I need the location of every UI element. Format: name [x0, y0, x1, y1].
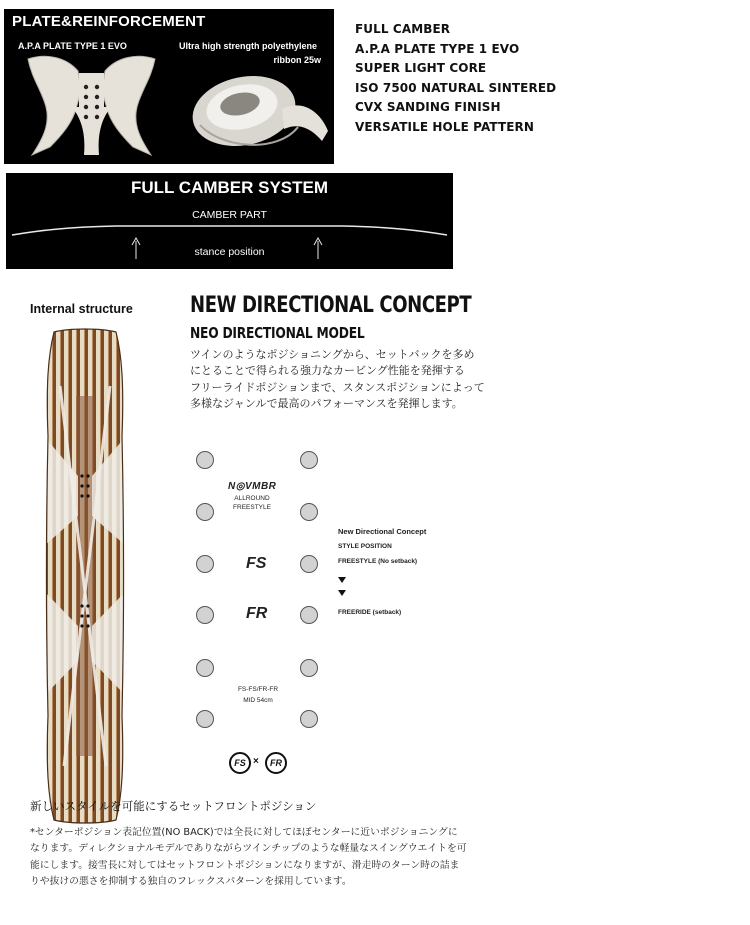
insert-hole	[300, 555, 318, 573]
side-freestyle: FREESTYLE (No setback)	[338, 558, 418, 565]
plate-panel-title: PLATE&REINFORCEMENT	[12, 13, 206, 30]
insert-hole	[196, 659, 214, 677]
concept-description	[190, 347, 490, 412]
ribbon-label-line2: ribbon 25w	[273, 55, 321, 65]
set-front-description	[30, 825, 467, 890]
fr-position-label: FR	[246, 605, 268, 622]
concept-subtitle: NEO DIRECTIONAL MODEL	[190, 324, 365, 342]
fs-fr-line: FS-FS/FR-FR	[237, 686, 279, 693]
insert-hole	[300, 659, 318, 677]
side-concept-title: New Directional Concept	[338, 527, 427, 536]
side-freeride: FREERIDE (setback)	[338, 609, 402, 616]
arrow-down-icon	[338, 590, 346, 596]
insert-hole	[300, 503, 318, 521]
badge-times: ×	[253, 756, 259, 767]
ribbon-label-line1: Ultra high strength polyethylene	[179, 41, 318, 51]
mid-line: MID 54cm	[243, 697, 273, 704]
concept-line: ツインのようなポジショニングから、セットバックを多め	[190, 348, 475, 361]
insert-hole	[196, 555, 214, 573]
side-style-position: STYLE POSITION	[338, 543, 392, 550]
full-camber-banner	[6, 173, 453, 269]
board-internal-structure-image	[40, 326, 130, 826]
insert-hole	[196, 451, 214, 469]
concept-line: にとることで得られる強力なカービング性能を発揮する	[190, 364, 465, 378]
brand-logo: N◎VMBR	[228, 481, 277, 492]
description-line: *センターポジション表記位置(NO BACK)では全長に対してほぼセンターに近いポジショニングに	[30, 827, 458, 838]
concept-line: 多様なジャンルで最高のパフォーマンスを発揮します。	[190, 396, 463, 410]
insert-hole	[196, 503, 214, 521]
spec-list	[355, 20, 556, 137]
arrow-down-icon	[338, 577, 346, 583]
polyethylene-ribbon-image	[182, 49, 332, 159]
spec-item: VERSATILE HOLE PATTERN	[355, 119, 535, 134]
apa-plate-image	[24, 51, 159, 161]
spec-item: A.P.A PLATE TYPE 1 EVO	[355, 41, 520, 56]
description-line: りや抜けの悪さを抑制する独自のフレックスパターンを採用しています。	[30, 875, 352, 887]
concept-title: NEW DIRECTIONAL CONCEPT	[190, 293, 472, 318]
fs-badge: FS	[229, 752, 251, 774]
fs-position-label: FS	[246, 555, 267, 572]
stance-position-label: stance position	[194, 246, 265, 258]
insert-hole	[300, 710, 318, 728]
insert-hole	[196, 710, 214, 728]
allround-label	[227, 494, 277, 512]
fr-badge: FR	[265, 752, 287, 774]
spec-item: CVX SANDING FINISH	[355, 100, 501, 114]
set-front-heading: 新しいスタイルを可能にするセットフロントポジション	[30, 799, 317, 813]
insert-hole	[196, 606, 214, 624]
spec-item: FULL CAMBER	[355, 22, 451, 36]
insert-hole	[300, 606, 318, 624]
plate-label: A.P.A PLATE TYPE 1 EVO	[18, 41, 127, 51]
description-line: なります。ディレクショナルモデルでありながらツインチップのような軽量なスイングウエイトを可	[30, 843, 467, 855]
concept-line: フリーライドポジションまで、スタンスポジションによって	[190, 380, 485, 394]
spec-item: SUPER LIGHT CORE	[355, 61, 487, 75]
fs-fr-label	[228, 684, 288, 706]
camber-part-label: CAMBER PART	[192, 209, 267, 221]
camber-title: FULL CAMBER SYSTEM	[130, 178, 329, 197]
freestyle-line: FREESTYLE	[233, 504, 271, 511]
allround-line: ALLROUND	[234, 495, 270, 502]
plate-reinforcement-panel	[4, 9, 334, 164]
spec-item: ISO 7500 NATURAL SINTERED	[355, 80, 557, 95]
internal-structure-label: Internal structure	[30, 302, 133, 316]
description-line: 能にします。接雪長に対してはセットフロントポジションになりますが、滑走時のターン時の詰ま	[30, 859, 460, 871]
insert-hole	[300, 451, 318, 469]
